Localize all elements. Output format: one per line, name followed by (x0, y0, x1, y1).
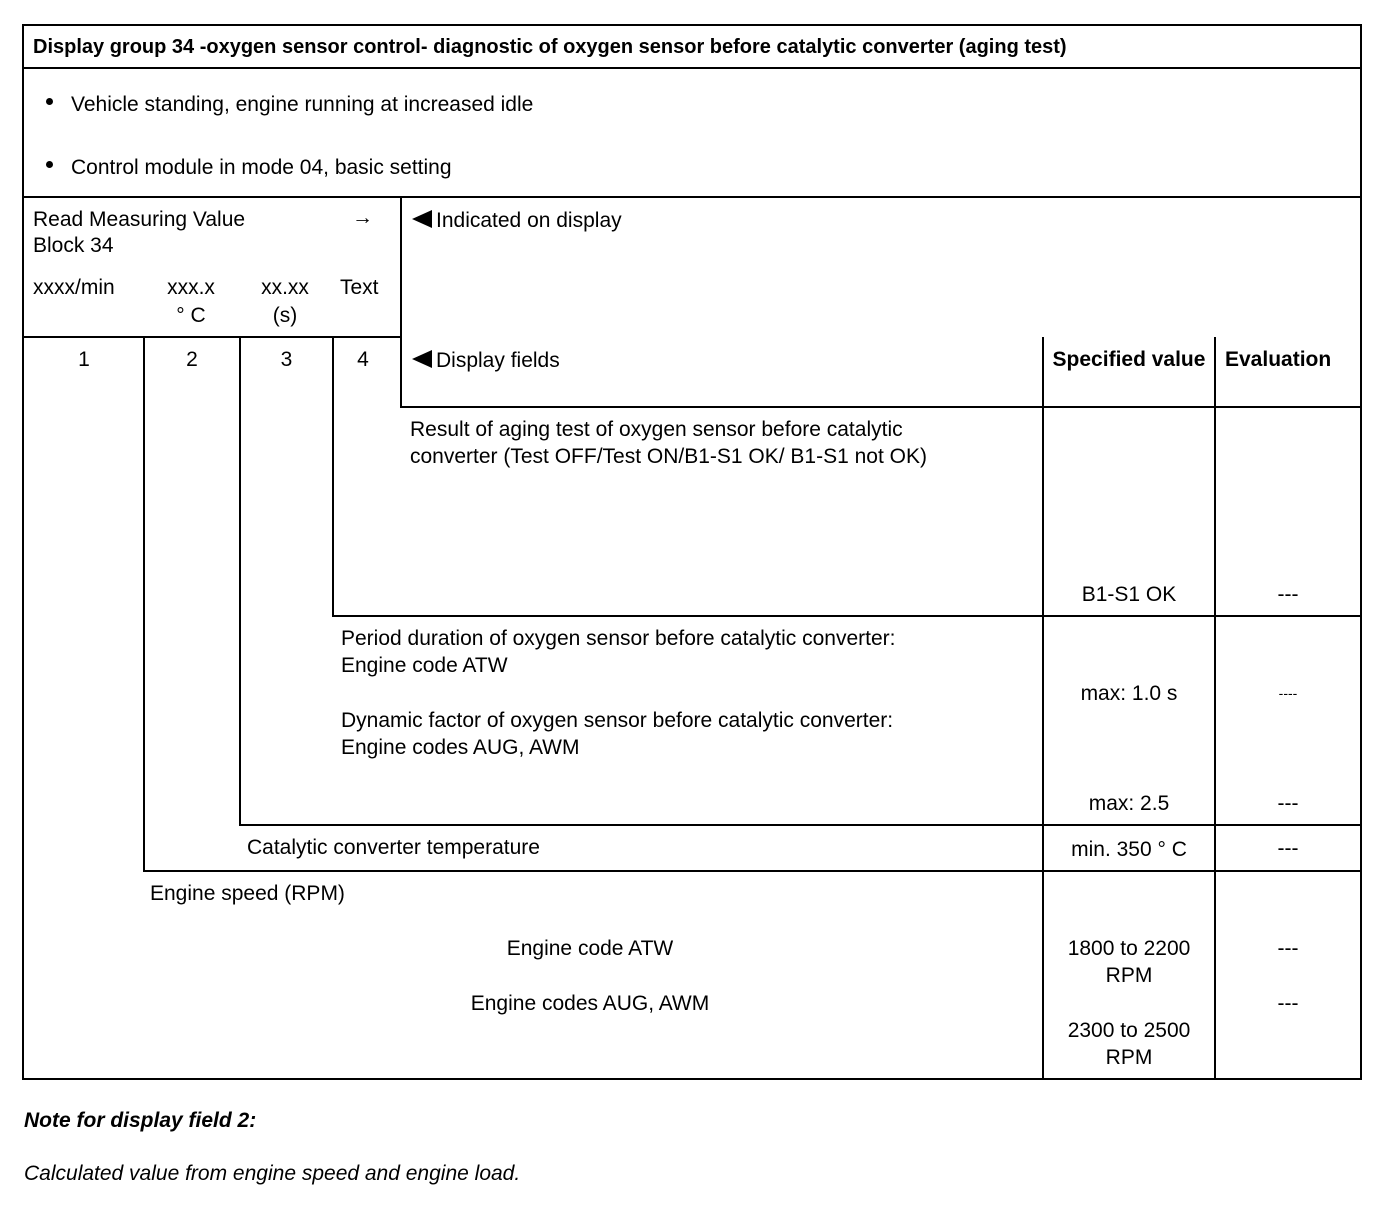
unit-field-4: Text (340, 276, 379, 299)
evaluation-header: Evaluation (1225, 348, 1332, 371)
field-number-2: 2 (186, 348, 198, 371)
unit-field-1: xxxx/min (33, 276, 115, 299)
field-number-4: 4 (357, 348, 369, 371)
table-border-right (1360, 24, 1362, 1080)
read-block-right-border (400, 196, 402, 408)
row-field-4-divider (332, 615, 1362, 617)
row-field-2-description: Catalytic converter temperature (247, 836, 540, 859)
row-field-4-specified: B1-S1 OK (1081, 583, 1177, 606)
field-number-3: 3 (280, 348, 293, 371)
table-border-left (22, 24, 24, 1080)
row-field-3-description-b-2: Engine codes AUG, AWM (341, 736, 580, 759)
row-field-1-description: Engine speed (RPM) (150, 882, 345, 905)
row-field-1-sub-evaluation-2: --- (1277, 992, 1299, 1015)
title-divider (22, 67, 1362, 69)
read-block-divider (22, 336, 402, 338)
condition-item: Vehicle standing, engine running at increased idle (46, 91, 533, 118)
unit-field-2: xxx.x (167, 276, 215, 299)
table-border-bottom (22, 1078, 1362, 1080)
display-fields-label: Display fields (412, 347, 560, 374)
conditions-divider (22, 196, 1362, 198)
arrow-right-icon: → (352, 206, 373, 229)
row-field-4-description-2: converter (Test OFF/Test ON/B1-S1 OK/ B1-S1 not OK) (410, 445, 927, 468)
row-field-4-description: Result of aging test of oxygen sensor before catalytic (410, 418, 903, 441)
row-field-2-evaluation: --- (1277, 837, 1299, 860)
row-field-2-divider (143, 870, 1362, 872)
field-4-bracket-line (332, 336, 334, 617)
unit-field-3-suffix: (s) (272, 304, 298, 327)
row-field-3-description-a-2: Engine code ATW (341, 654, 508, 677)
note-text: Calculated value from engine speed and engine load. (24, 1162, 521, 1185)
row-field-4-evaluation: --- (1277, 583, 1299, 606)
row-field-1-sub-specified-1: 1800 to 2200 (1067, 937, 1191, 960)
table-border-top (22, 24, 1362, 26)
read-block-label: Read Measuring Value (33, 208, 246, 231)
row-field-1-sub-specified-1-unit: RPM (1105, 964, 1153, 987)
row-field-1-sub-specified-2: 2300 to 2500 (1067, 1019, 1191, 1042)
note-heading: Note for display field 2: (24, 1109, 257, 1132)
specified-value-header: Specified value (1052, 348, 1206, 371)
row-field-3-description-a: Period duration of oxygen sensor before catalytic converter: (341, 627, 896, 650)
bullet-icon (46, 161, 53, 168)
evaluation-column-line (1214, 337, 1216, 1080)
row-field-3-evaluation-b: --- (1277, 792, 1299, 815)
row-field-3-description-b: Dynamic factor of oxygen sensor before catalytic converter: (341, 709, 894, 732)
indicated-on-display-label: Indicated on display (412, 207, 622, 234)
header-divider (400, 406, 1362, 408)
unit-field-3: xx.xx (261, 276, 309, 299)
row-field-3-divider (239, 824, 1362, 826)
condition-item: Control module in mode 04, basic setting (46, 154, 452, 181)
row-field-3-specified-a: max: 1.0 s (1080, 682, 1178, 705)
field-number-1: 1 (78, 348, 90, 371)
field-3-bracket-line (239, 336, 241, 826)
row-field-1-sub-label-2: Engine codes AUG, AWM (470, 992, 710, 1015)
unit-field-2-suffix: ° C (176, 304, 206, 327)
row-field-3-evaluation-a: ---- (1278, 685, 1298, 701)
block-number-label: Block 34 (33, 234, 114, 257)
row-field-1-sub-evaluation-1: --- (1277, 937, 1299, 960)
field-2-bracket-line (143, 336, 145, 872)
row-field-1-sub-specified-2-unit: RPM (1105, 1046, 1153, 1069)
table-title: Display group 34 -oxygen sensor control- diagnostic of oxygen sensor before catalytic converter (aging test) (33, 36, 1067, 58)
triangle-left-icon (412, 210, 432, 228)
triangle-left-icon (412, 350, 432, 368)
row-field-1-sub-label-1: Engine code ATW (506, 937, 674, 960)
bullet-icon (46, 98, 53, 105)
row-field-2-specified: min. 350 ° C (1071, 838, 1187, 861)
row-field-3-specified-b: max: 2.5 (1088, 792, 1170, 815)
